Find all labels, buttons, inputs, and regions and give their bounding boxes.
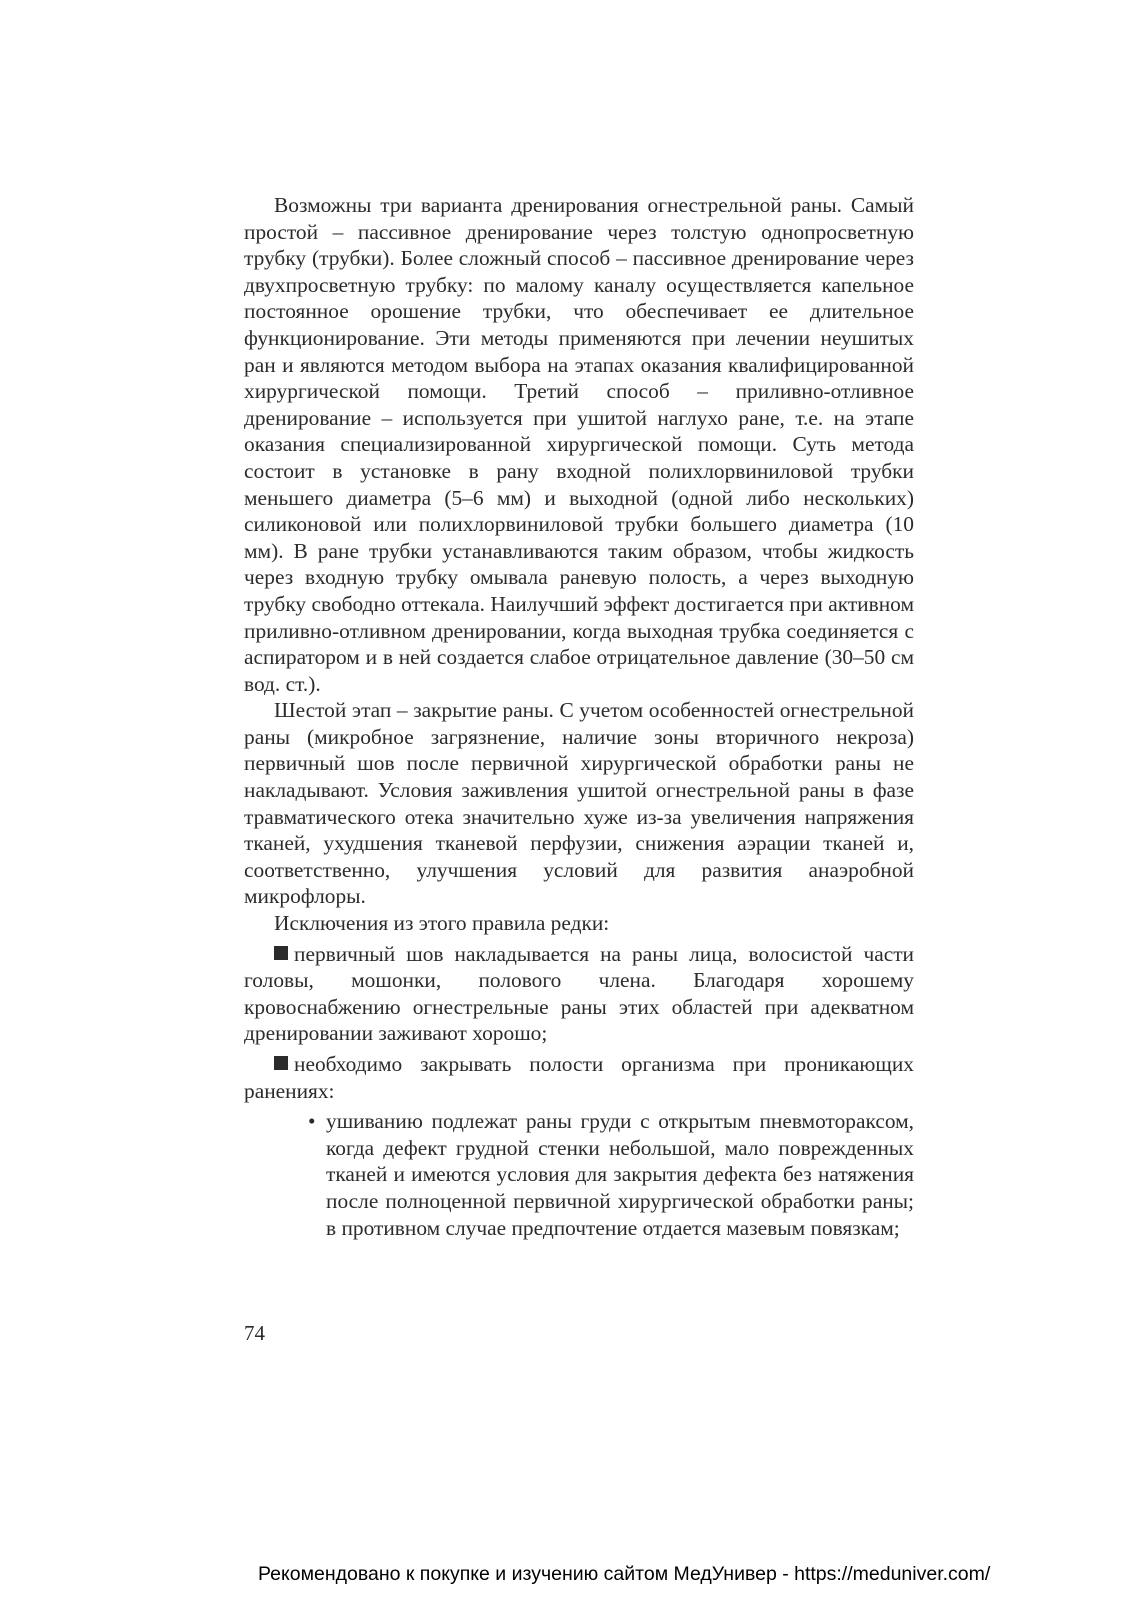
list-item-text: необходимо закрывать полости организма при проникающих ранениях: xyxy=(244,1052,914,1103)
list-item-text: первичный шов накладывается на раны лица, волосистой части головы, мошонки, полового члена. Благодаря хорошему кровоснабжению огнестрельные раны этих областей при адекватном дренировании заживают хорошо; xyxy=(244,941,914,1046)
sub-list-item-text: ушиванию подлежат раны груди с открытым пневмотораксом, когда дефект грудной стенки небольшой, мало поврежденных тканей и имеются условия для закрытия дефекта без натяжения после полноценной первичной хирургической обработки раны; в противном случае предпочтение отдается мазевым повязкам; xyxy=(326,1109,914,1240)
square-bullet-icon xyxy=(274,1056,288,1070)
body-paragraph: Исключения из этого правила редки: xyxy=(274,911,610,936)
page-number: 74 xyxy=(244,1321,265,1345)
list-item xyxy=(244,1051,914,1104)
footer-watermark: Рекомендовано к покупке и изучению сайтом МедУнивер - https://meduniver.com/ xyxy=(258,1563,991,1585)
square-bullet-icon xyxy=(274,946,288,960)
list-item xyxy=(244,941,914,1047)
page-body xyxy=(244,192,914,1241)
body-paragraph: Шестой этап – закрытие раны. С учетом особенностей огнестрельной раны (микробное загрязнение, наличие зоны вторичного некроза) первичный шов после первичной хирургической обработки раны не накладывают. Условия заживления ушитой огнестрельной раны в фазе травматического отека значительно хуже из-за увеличения напряжения тканей, ухудшения тканевой перфузии, снижения аэрации тканей и, соответственно, улучшения условий для развития анаэробной микрофлоры. xyxy=(244,698,914,909)
dot-bullet-icon: • xyxy=(308,1109,316,1134)
sub-list-item xyxy=(244,1108,914,1241)
body-paragraph: Возможны три варианта дренирования огнестрельной раны. Самый простой – пассивное дренирование через толстую однопросветную трубку (трубки). Более сложный способ – пассивное дренирование через двухпросветную трубку: по малому каналу осуществляется капельное постоянное орошение трубки, что обеспечивает ее длительное функционирование. Эти методы применяются при лечении неушитых ран и являются методом выбора на этапах оказания квалифицированной хирургической помощи. Третий способ – приливно-отливное дренирование – используется при ушитой наглухо ране, т.е. на этапе оказания специализированной хирургической помощи. Суть метода состоит в установке в рану входной полихлорвиниловой трубки меньшего диаметра (5–6 мм) и выходной (одной либо нескольких) силиконовой или полихлорвиниловой трубки большего диаметра (10 мм). В ране трубки устанавливаются таким образом, чтобы жидкость через входную трубку омывала раневую полость, а через выходную трубку свободно оттекала. Наилучший эффект достигается при активном приливно-отливном дренировании, когда выходная трубка соединяется с аспиратором и в ней создается слабое отрицательное давление (30–50 см вод. ст.). xyxy=(244,193,914,696)
